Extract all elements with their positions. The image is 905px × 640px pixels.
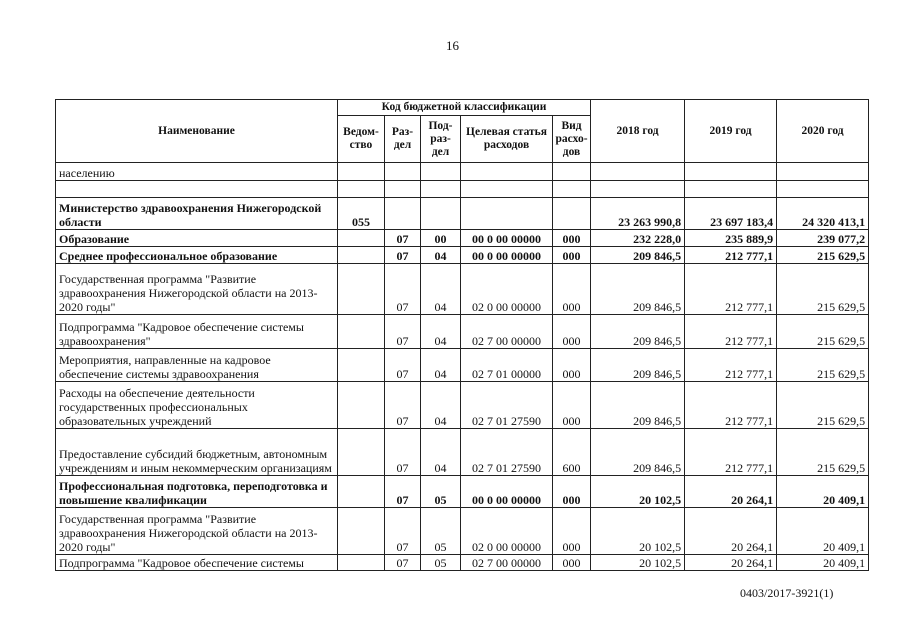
cell-2019: 20 264,1: [685, 508, 777, 555]
cell-target-article: [461, 163, 553, 181]
cell-razdel: 07: [385, 382, 421, 429]
cell-2020: 215 629,5: [777, 315, 869, 349]
cell-2018: 209 846,5: [591, 429, 685, 476]
header-razdel: Раз-дел: [385, 116, 421, 163]
cell-2019: [685, 163, 777, 181]
cell-vedomstvo: 055: [338, 198, 385, 230]
cell-name: Среднее профессиональное образование: [56, 247, 338, 264]
header-name: Наименование: [56, 100, 338, 163]
cell-2019: 23 697 183,4: [685, 198, 777, 230]
cell-name: Подпрограмма "Кадровое обеспечение системы: [56, 555, 338, 571]
cell-2018: 232 228,0: [591, 230, 685, 247]
cell-target-article: 02 7 01 00000: [461, 349, 553, 382]
cell-vedomstvo: [338, 264, 385, 315]
cell-name: Предоставление субсидий бюджетным, автономным учреждениям и иным некоммерческим организациям: [56, 429, 338, 476]
cell-razdel: 07: [385, 230, 421, 247]
cell-2018: 209 846,5: [591, 315, 685, 349]
cell-razdel: [385, 181, 421, 198]
cell-name: Расходы на обеспечение деятельности государственных профессиональных образовательных учреждений: [56, 382, 338, 429]
table-row: [56, 476, 869, 508]
cell-podrazdel: 04: [421, 247, 461, 264]
cell-podrazdel: 05: [421, 508, 461, 555]
header-classification-group: Код бюджетной классификации: [338, 100, 591, 116]
cell-vedomstvo: [338, 247, 385, 264]
cell-name: Министерство здравоохранения Нижегородской области: [56, 198, 338, 230]
cell-2020: 215 629,5: [777, 429, 869, 476]
cell-podrazdel: 04: [421, 264, 461, 315]
cell-2020: 20 409,1: [777, 555, 869, 571]
cell-podrazdel: 05: [421, 555, 461, 571]
cell-target-article: 00 0 00 00000: [461, 476, 553, 508]
cell-expense-type: 000: [553, 508, 591, 555]
cell-2020: [777, 163, 869, 181]
cell-vedomstvo: [338, 230, 385, 247]
cell-razdel: 07: [385, 508, 421, 555]
cell-podrazdel: 05: [421, 476, 461, 508]
document-code: 0403/2017-3921(1): [740, 586, 834, 600]
cell-2018: 20 102,5: [591, 476, 685, 508]
table-body: [56, 163, 869, 571]
cell-2020: 24 320 413,1: [777, 198, 869, 230]
cell-razdel: 07: [385, 349, 421, 382]
cell-vedomstvo: [338, 476, 385, 508]
table-row: [56, 349, 869, 382]
cell-2019: 235 889,9: [685, 230, 777, 247]
page-number: 16: [446, 38, 459, 53]
cell-2020: 215 629,5: [777, 349, 869, 382]
header-target-article: Целевая статья расходов: [461, 116, 553, 163]
table-row: [56, 264, 869, 315]
table-row: [56, 382, 869, 429]
cell-2020: 239 077,2: [777, 230, 869, 247]
table-header: [56, 100, 869, 163]
cell-podrazdel: [421, 198, 461, 230]
cell-razdel: 07: [385, 476, 421, 508]
cell-name: Подпрограмма "Кадровое обеспечение системы здравоохранения": [56, 315, 338, 349]
cell-expense-type: 000: [553, 349, 591, 382]
cell-razdel: 07: [385, 429, 421, 476]
cell-vedomstvo: [338, 555, 385, 571]
table-row: [56, 181, 869, 198]
cell-target-article: 02 0 00 00000: [461, 508, 553, 555]
cell-2019: 212 777,1: [685, 382, 777, 429]
cell-target-article: 02 7 00 00000: [461, 555, 553, 571]
cell-expense-type: 600: [553, 429, 591, 476]
cell-vedomstvo: [338, 382, 385, 429]
cell-2018: 209 846,5: [591, 382, 685, 429]
cell-target-article: 00 0 00 00000: [461, 247, 553, 264]
cell-name: Образование: [56, 230, 338, 247]
header-2018: 2018 год: [591, 100, 685, 163]
table-row: [56, 198, 869, 230]
header-podrazdel: Под-раз-дел: [421, 116, 461, 163]
header-2020: 2020 год: [777, 100, 869, 163]
cell-expense-type: 000: [553, 264, 591, 315]
cell-2018: 20 102,5: [591, 555, 685, 571]
cell-name: Мероприятия, направленные на кадровое обеспечение системы здравоохранения: [56, 349, 338, 382]
cell-2020: 20 409,1: [777, 508, 869, 555]
header-2019: 2019 год: [685, 100, 777, 163]
table-row: [56, 247, 869, 264]
cell-razdel: 07: [385, 315, 421, 349]
table-row: [56, 315, 869, 349]
cell-podrazdel: 04: [421, 315, 461, 349]
cell-name: [56, 181, 338, 198]
cell-podrazdel: 04: [421, 429, 461, 476]
cell-2019: 212 777,1: [685, 429, 777, 476]
table-row: [56, 508, 869, 555]
cell-podrazdel: [421, 163, 461, 181]
cell-target-article: 02 0 00 00000: [461, 264, 553, 315]
cell-vedomstvo: [338, 181, 385, 198]
header-vedomstvo: Ведом-ство: [338, 116, 385, 163]
cell-target-article: [461, 198, 553, 230]
table-row: [56, 163, 869, 181]
cell-expense-type: 000: [553, 230, 591, 247]
cell-podrazdel: 00: [421, 230, 461, 247]
cell-podrazdel: 04: [421, 349, 461, 382]
cell-razdel: 07: [385, 247, 421, 264]
cell-expense-type: [553, 181, 591, 198]
cell-expense-type: 000: [553, 382, 591, 429]
cell-name: Профессиональная подготовка, переподготовка и повышение квалификации: [56, 476, 338, 508]
cell-vedomstvo: [338, 163, 385, 181]
cell-target-article: 00 0 00 00000: [461, 230, 553, 247]
cell-name: Государственная программа "Развитие здравоохранения Нижегородской области на 2013-2020 годы": [56, 508, 338, 555]
cell-2018: 20 102,5: [591, 508, 685, 555]
cell-expense-type: 000: [553, 247, 591, 264]
cell-2019: [685, 181, 777, 198]
cell-vedomstvo: [338, 349, 385, 382]
table-row: [56, 230, 869, 247]
cell-2020: 215 629,5: [777, 264, 869, 315]
cell-vedomstvo: [338, 315, 385, 349]
cell-2018: [591, 181, 685, 198]
cell-target-article: 02 7 01 27590: [461, 429, 553, 476]
cell-2018: [591, 163, 685, 181]
cell-2019: 212 777,1: [685, 349, 777, 382]
cell-2020: 215 629,5: [777, 247, 869, 264]
cell-expense-type: 000: [553, 555, 591, 571]
cell-2019: 212 777,1: [685, 264, 777, 315]
cell-podrazdel: [421, 181, 461, 198]
cell-name: Государственная программа "Развитие здравоохранения Нижегородской области на 2013-2020 годы": [56, 264, 338, 315]
table-row: [56, 429, 869, 476]
cell-razdel: [385, 163, 421, 181]
cell-2019: 20 264,1: [685, 555, 777, 571]
cell-2019: 212 777,1: [685, 247, 777, 264]
cell-2018: 23 263 990,8: [591, 198, 685, 230]
cell-2020: 215 629,5: [777, 382, 869, 429]
cell-expense-type: 000: [553, 476, 591, 508]
cell-razdel: 07: [385, 555, 421, 571]
cell-vedomstvo: [338, 508, 385, 555]
cell-name: населению: [56, 163, 338, 181]
cell-vedomstvo: [338, 429, 385, 476]
cell-expense-type: [553, 163, 591, 181]
cell-2019: 212 777,1: [685, 315, 777, 349]
cell-2020: [777, 181, 869, 198]
cell-2018: 209 846,5: [591, 349, 685, 382]
table-row: [56, 555, 869, 571]
cell-2020: 20 409,1: [777, 476, 869, 508]
cell-razdel: [385, 198, 421, 230]
cell-podrazdel: 04: [421, 382, 461, 429]
cell-razdel: 07: [385, 264, 421, 315]
cell-2018: 209 846,5: [591, 264, 685, 315]
cell-expense-type: [553, 198, 591, 230]
cell-target-article: [461, 181, 553, 198]
cell-2019: 20 264,1: [685, 476, 777, 508]
budget-table: [55, 99, 869, 571]
header-expense-type: Вид расхо-дов: [553, 116, 591, 163]
cell-target-article: 02 7 00 00000: [461, 315, 553, 349]
cell-target-article: 02 7 01 27590: [461, 382, 553, 429]
cell-expense-type: 000: [553, 315, 591, 349]
cell-2018: 209 846,5: [591, 247, 685, 264]
